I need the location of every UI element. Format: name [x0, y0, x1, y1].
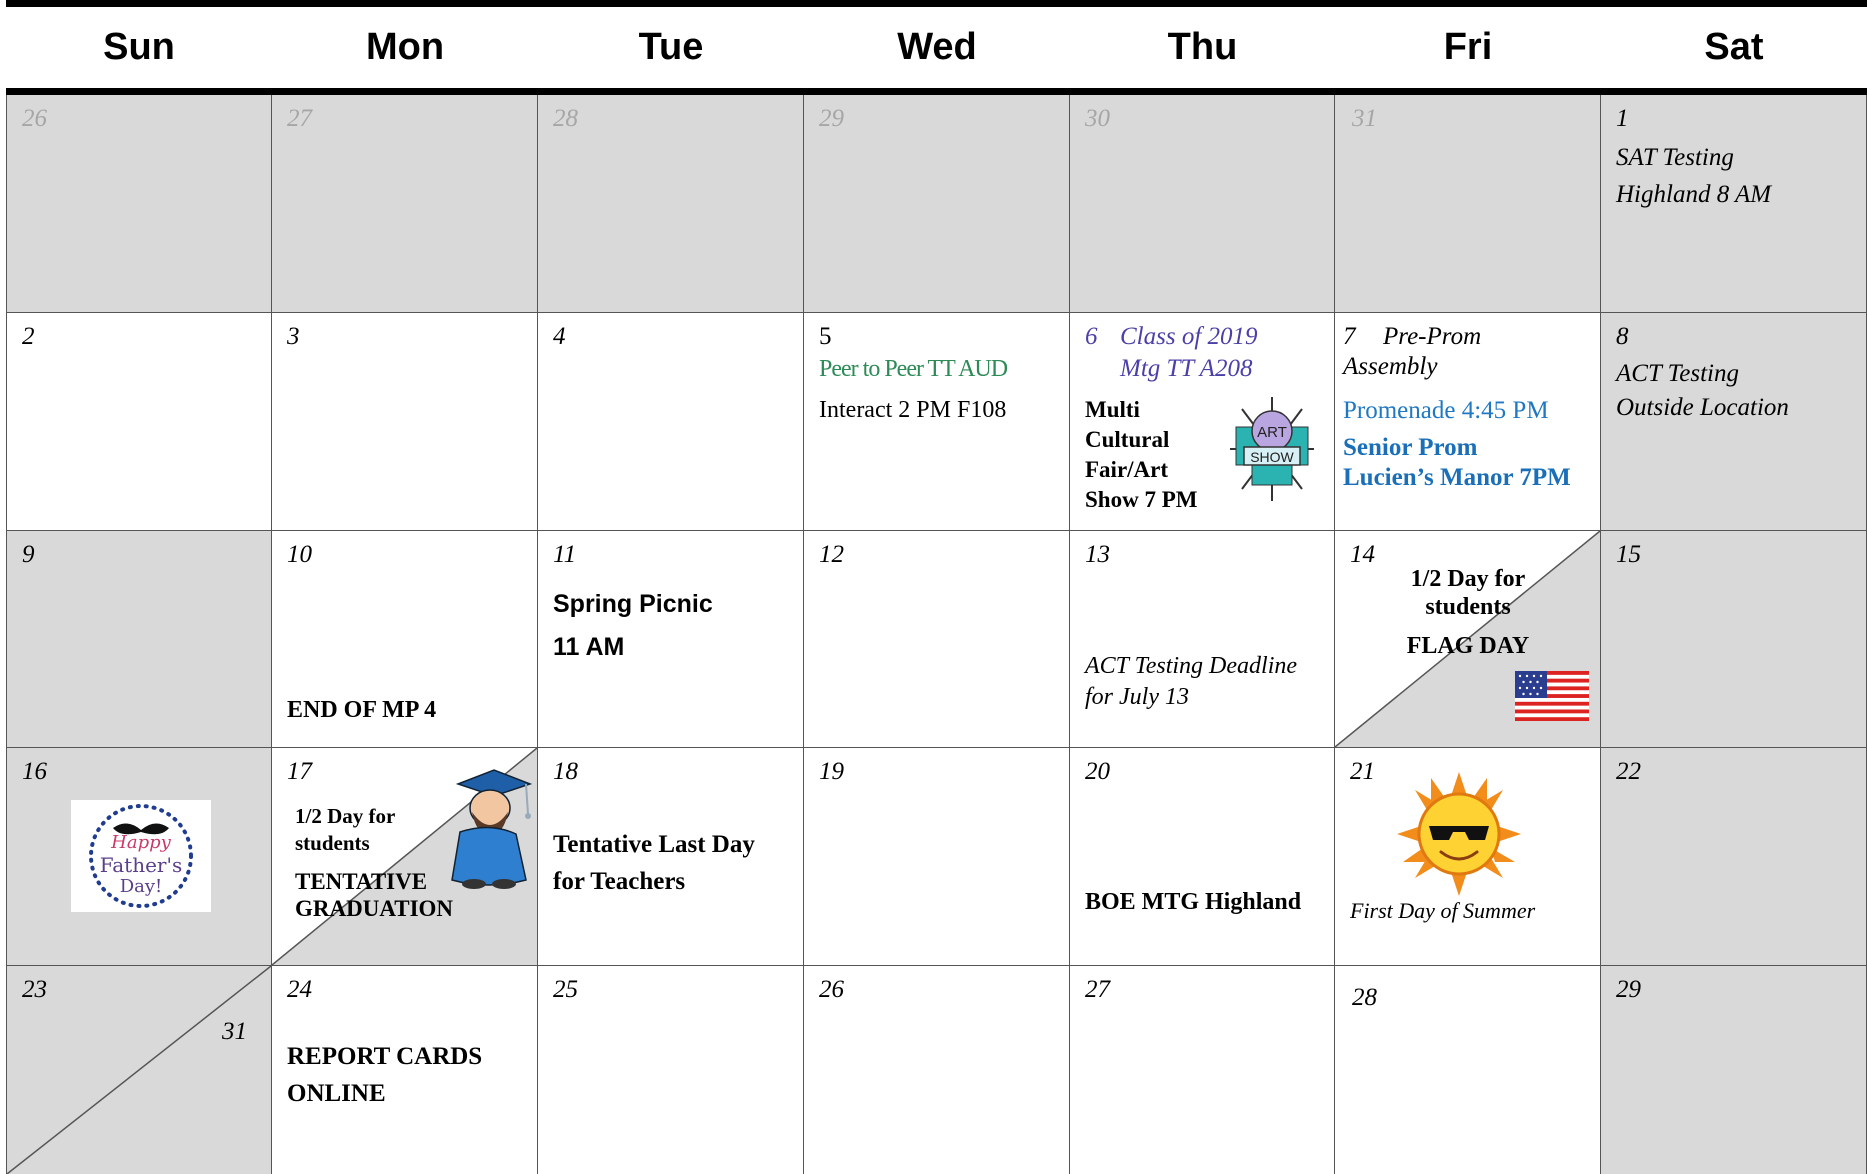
- event-first-day-summer: First Day of Summer: [1350, 898, 1536, 923]
- weekday-sat: Sat: [1704, 26, 1764, 68]
- event-interact: Interact 2 PM F108: [819, 397, 1007, 423]
- day-cell[interactable]: [6, 748, 272, 966]
- svg-text:Father's: Father's: [99, 853, 183, 877]
- day-number: 13: [1085, 541, 1110, 568]
- day-number: 26: [819, 976, 844, 1003]
- sun-sunglasses-icon: [1395, 770, 1523, 898]
- day-cell[interactable]: [1070, 95, 1335, 313]
- svg-text:SHOW: SHOW: [1250, 449, 1294, 465]
- day-number: 9: [22, 541, 35, 568]
- event-promenade: Promenade 4:45 PM: [1343, 397, 1549, 424]
- day-number: 11: [553, 541, 577, 568]
- day-number: 10: [287, 541, 312, 568]
- day-number: 28: [1352, 984, 1377, 1011]
- day-number: 7: [1343, 323, 1356, 350]
- day-cell[interactable]: [272, 95, 538, 313]
- day-cell[interactable]: [538, 748, 804, 966]
- event-act-testing: ACT Testing Outside Location: [1616, 360, 1789, 421]
- event-tentative-graduation: TENTATIVE GRADUATION: [295, 869, 454, 921]
- day-cell[interactable]: [1070, 531, 1335, 748]
- day-number: 12: [819, 541, 844, 568]
- event-last-day-teachers: Tentative Last Day for Teachers: [553, 831, 755, 895]
- day-number: 20: [1085, 758, 1110, 785]
- day-number: 19: [819, 758, 844, 785]
- event-sat-testing: SAT Testing Highland 8 AM: [1616, 144, 1772, 208]
- svg-text:Day!: Day!: [119, 876, 163, 897]
- day-cell[interactable]: [272, 531, 538, 748]
- day-cell[interactable]: [6, 966, 272, 1174]
- day-cell[interactable]: [1335, 966, 1601, 1174]
- day-cell[interactable]: [272, 966, 538, 1174]
- day-number: 18: [553, 758, 578, 785]
- graduate-icon: [438, 762, 534, 890]
- day-number: 29: [1616, 976, 1641, 1003]
- event-half-day: 1/2 Day for students: [1410, 566, 1526, 620]
- day-number-31: 31: [222, 1018, 247, 1045]
- event-flag-day: FLAG DAY: [1406, 633, 1530, 659]
- day-cell[interactable]: [1335, 531, 1601, 748]
- day-number: 30: [1085, 105, 1110, 132]
- day-number: 8: [1616, 323, 1629, 350]
- day-number: 5: [819, 323, 832, 350]
- event-class-mtg: Mtg TT A208: [1120, 355, 1253, 382]
- day-number: 16: [22, 758, 47, 785]
- event-end-of-mp4: END OF MP 4: [287, 697, 437, 723]
- fathers-day-badge-icon: [71, 800, 211, 912]
- day-number: 17: [287, 758, 312, 785]
- calendar-grid: [6, 95, 1867, 1174]
- event-pre-prom: Pre-Prom: [1383, 323, 1482, 350]
- day-cell[interactable]: [272, 748, 538, 966]
- day-cell[interactable]: [1335, 748, 1601, 966]
- day-cell[interactable]: [804, 748, 1070, 966]
- day-cell[interactable]: [1335, 313, 1601, 531]
- day-number: 6: [1085, 323, 1098, 350]
- art-show-icon: [1222, 389, 1322, 509]
- day-cell[interactable]: [804, 313, 1070, 531]
- day-cell[interactable]: [1601, 95, 1867, 313]
- event-senior-prom: Senior Prom Lucien’s Manor 7PM: [1343, 434, 1571, 491]
- svg-text:Happy: Happy: [111, 832, 171, 853]
- event-assembly: Assembly: [1343, 353, 1438, 380]
- day-number: 23: [22, 976, 47, 1003]
- day-number: 21: [1350, 758, 1375, 785]
- day-cell[interactable]: [804, 531, 1070, 748]
- day-cell[interactable]: [538, 313, 804, 531]
- day-number: 1: [1616, 105, 1629, 132]
- day-cell[interactable]: [804, 966, 1070, 1174]
- day-cell[interactable]: [1070, 748, 1335, 966]
- event-spring-picnic: Spring Picnic 11 AM: [553, 590, 713, 661]
- day-number: 27: [1085, 976, 1110, 1003]
- weekday-wed: Wed: [897, 26, 977, 68]
- day-cell[interactable]: [6, 95, 272, 313]
- day-number: 26: [22, 105, 47, 132]
- event-report-cards: REPORT CARDS ONLINE: [287, 1043, 483, 1107]
- day-cell[interactable]: [538, 531, 804, 748]
- day-number: 2: [22, 323, 35, 350]
- day-number: 22: [1616, 758, 1641, 785]
- day-cell[interactable]: [1070, 313, 1335, 531]
- day-cell[interactable]: [1070, 966, 1335, 1174]
- day-cell[interactable]: [272, 313, 538, 531]
- svg-text:ART: ART: [1257, 424, 1287, 441]
- event-class-of-2019: Class of 2019: [1120, 323, 1258, 350]
- day-cell[interactable]: [1335, 95, 1601, 313]
- day-cell[interactable]: [1601, 966, 1867, 1174]
- day-cell[interactable]: [804, 95, 1070, 313]
- event-boe-mtg: BOE MTG Highland: [1085, 889, 1302, 915]
- us-flag-icon: [1515, 671, 1589, 721]
- weekday-tue: Tue: [638, 26, 704, 68]
- top-rule: [6, 0, 1867, 7]
- day-cell[interactable]: [1601, 531, 1867, 748]
- day-cell[interactable]: [538, 95, 804, 313]
- weekday-sun: Sun: [103, 26, 175, 68]
- event-half-day: 1/2 Day for students: [295, 804, 396, 855]
- day-cell[interactable]: [6, 531, 272, 748]
- day-cell[interactable]: [1601, 748, 1867, 966]
- event-multicultural-fair: Multi Cultural Fair/Art Show 7 PM: [1085, 397, 1198, 512]
- day-number: 24: [287, 976, 312, 1003]
- day-number: 25: [553, 976, 578, 1003]
- day-number: 15: [1616, 541, 1641, 568]
- day-number: 14: [1350, 541, 1375, 568]
- event-peer-to-peer: Peer to Peer TT AUD: [819, 356, 1008, 382]
- day-cell[interactable]: [1601, 313, 1867, 531]
- weekday-header: [6, 7, 1867, 95]
- event-act-deadline: ACT Testing Deadline for July 13: [1085, 653, 1298, 710]
- day-cell[interactable]: [538, 966, 804, 1174]
- day-number: 28: [553, 105, 578, 132]
- day-number: 29: [819, 105, 844, 132]
- day-number: 3: [287, 323, 300, 350]
- day-number: 31: [1352, 105, 1377, 132]
- day-number: 4: [553, 323, 566, 350]
- day-cell[interactable]: [6, 313, 272, 531]
- weekday-fri: Fri: [1443, 26, 1493, 68]
- weekday-thu: Thu: [1167, 26, 1238, 68]
- day-number: 27: [287, 105, 312, 132]
- weekday-mon: Mon: [365, 26, 445, 68]
